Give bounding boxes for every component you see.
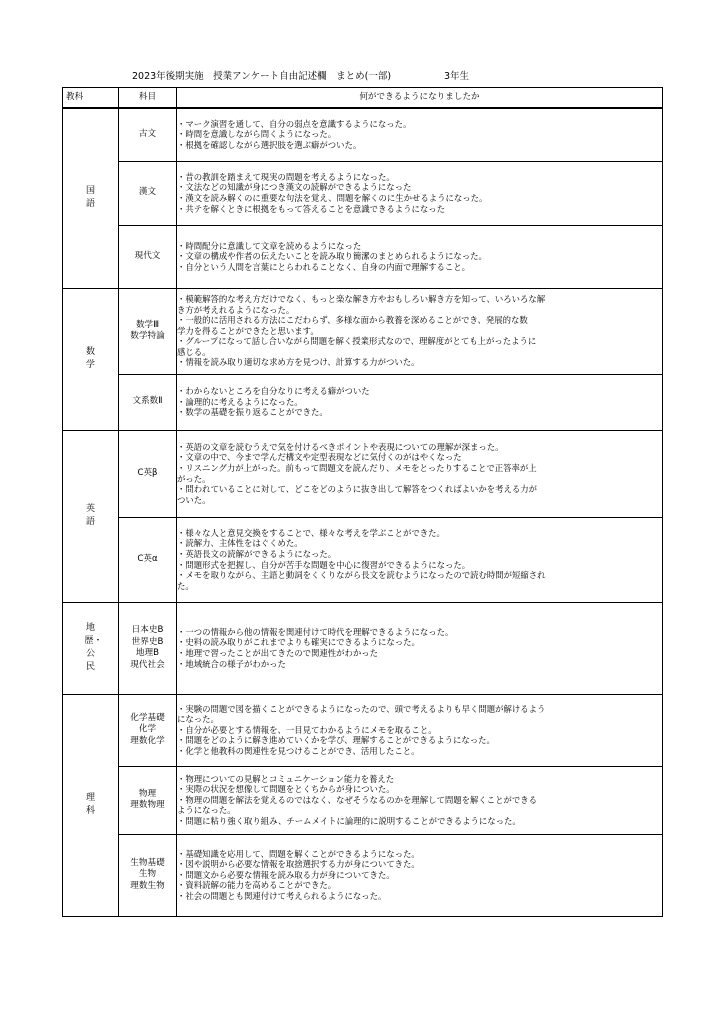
comments-cell: [177, 108, 663, 161]
comment-line: ようになった。: [177, 805, 236, 816]
course-cell: [119, 602, 177, 694]
comment-line: ・時間を意識しながら問くようになった。: [177, 129, 337, 140]
course-cell: [119, 517, 177, 602]
grade-label: 3年生: [444, 71, 470, 82]
comment-line: ・図や説明から必要な情報を取捨選択する力が身についてきた。: [177, 859, 420, 870]
comments-cell: [177, 694, 663, 766]
table-header-row: [63, 88, 663, 109]
comment-line: ・文法などの知識が身につき漢文の読解ができるようになった: [177, 182, 412, 193]
comment-line: ・一つの情報から他の情報を関連付けて時代を理解できるようになった。: [177, 626, 454, 637]
comment-line: ・一般的に活用される方法にこだわらず、多様な面から教養を深めることができ、発展的な数: [177, 315, 528, 326]
comment-line: ・英語長文の読解ができるようになった。: [177, 548, 337, 559]
comment-line: ・情報を読み取り適切な求め方を見つけ、計算する力がついた。: [177, 357, 420, 368]
comment-line: ・物理の問題を解法を覚えるのではなく、なぜそうなるのかを理解して問題を解くことができる: [177, 794, 537, 805]
comment-line: ・問題形式を把握し、自分が苦手な問題を中心に復習ができるようになった。: [177, 559, 471, 570]
comment-line: ・漢文を読み解くのに重要な句法を覚え、問題を解くのに生かせるようになった。: [177, 193, 488, 203]
table-row: [63, 430, 663, 517]
course-name: 物理 理数物理: [130, 788, 165, 810]
comment-line: ・読解力、主体性をはぐくめた。: [177, 538, 303, 549]
comment-line: ・自分という人間を言葉にとらわれることなく、自身の内面で理解すること。: [177, 261, 470, 272]
comment-line: ・時間配分に意識して文章を読めるようになった: [177, 240, 362, 251]
comment-line: き方が考えれるようになった。: [177, 304, 295, 315]
comment-line: ・英語の文章を読むうえで気を付けるべきポイントや表現についての理解が深まった。: [177, 441, 504, 452]
comment-line: た。: [177, 580, 194, 591]
course-cell: [119, 161, 177, 225]
course-name: 化学基礎 化学 理数化学: [130, 712, 165, 746]
course-cell: [119, 225, 177, 288]
table-row: [63, 108, 663, 161]
comment-line: ・文章の構成や作者の伝えたいことを読み取り簡潔のまとめられるようになった。: [177, 251, 487, 262]
subject-area-cell: [63, 694, 119, 916]
table-row: [63, 602, 663, 694]
comment-line: ・基礎知識を応用して、問題を解くことができるようになった。: [177, 848, 420, 859]
subject-area-label: 国語: [85, 186, 95, 210]
document-title: 2023年後期実施 授業アンケート自由記述欄 まとめ(一部): [132, 71, 392, 82]
comment-line: ・実験の問題で図を描くことができるようになったので、頭で考えるよりも早く問題が解けるよう: [177, 703, 546, 714]
comment-line: ・メモを取りながら、主語と動詞をくくりながら長文を読むようになったので読む時間が短縮され: [177, 570, 546, 581]
table-row: [63, 834, 663, 916]
course-cell: [119, 374, 177, 430]
comment-line: ・化学と他教科の関連性を見つけることができ、活用したこと。: [177, 745, 420, 756]
course-name: 現代文: [134, 250, 161, 261]
comment-line: ・わからないところを自分なりに考える癖がついた: [177, 386, 370, 397]
course-name: 漢文: [138, 187, 157, 198]
comment-line: ・資料読解の能力を高めることができた。: [177, 880, 337, 891]
subject-area-label: 理科: [85, 793, 95, 816]
table-row: [63, 374, 663, 430]
course-name: 文系数Ⅱ: [132, 396, 163, 407]
course-cell: [119, 834, 177, 916]
course-name: 生物基礎 生物 理数生物: [130, 857, 165, 891]
comment-line: になった。: [177, 714, 219, 725]
subject-area-label: 英語: [85, 504, 95, 527]
comment-line: ・問題文から必要な情報を読み取る力が身についてきた。: [177, 869, 395, 880]
course-name: 数学Ⅲ 数学特論: [130, 319, 165, 341]
comment-line: ・問題をどのように解き進めていくかを学び、理解することができるようになった。: [177, 735, 495, 746]
comment-line: ・昔の教訓を踏まえて現実の問題を考えるようになった。: [177, 171, 395, 182]
comment-line: ・地域統合の様子がわかった: [177, 658, 286, 669]
table-row: [63, 161, 663, 225]
comment-line: ・共テを解くときに根拠をもって答えることを意識できるようになった: [177, 203, 445, 214]
survey-table: [62, 87, 663, 917]
comment-line: ・自分が必要とする情報を、一目見てわかるようにメモを取ること。: [177, 724, 437, 735]
comment-line: ・社会の問題とも関連付けて考えられるようになった。: [177, 890, 387, 901]
comment-line: ・文章の中で、今まで学んだ構文や定型表現などに気付くのがはやくなった: [177, 452, 462, 463]
comment-line: がった。: [177, 473, 211, 484]
course-cell: [119, 766, 177, 834]
course-name: 古文: [138, 129, 157, 139]
comment-line: ・実際の状況を想像して問題をとくちからが身についた。: [177, 784, 395, 795]
comments-cell: [177, 517, 663, 602]
table-row: [63, 225, 663, 288]
course-name: C英β: [137, 467, 158, 478]
comments-cell: [177, 374, 663, 430]
comment-line: ・模範解答的な考え方だけでなく、もっと楽な解き方やおもしろい解き方を知って、いろいろな解: [177, 293, 546, 304]
subject-area-cell: [63, 108, 119, 288]
comments-cell: [177, 430, 663, 517]
subject-area-header: 教科: [63, 88, 119, 109]
comment-line: ・地理で習ったことが出てきたので関連性がわかった: [177, 648, 378, 658]
course-header: 科目: [119, 88, 177, 109]
comment-line: ・グループになって話し合いながら問題を解く授業形式なので、理解度がとても上がったように: [177, 336, 537, 347]
comments-header: 何ができるようになりましたか: [177, 88, 663, 109]
comments-cell: [177, 834, 663, 916]
table-row: [63, 766, 663, 834]
table-row: [63, 517, 663, 602]
subject-area-cell: [63, 430, 119, 602]
subject-area-label: 数学: [85, 347, 95, 370]
comment-line: ・物理についての見解とコミュニケーション能力を養えた: [177, 773, 395, 784]
comment-line: ・根拠を確認しながら選択肢を選ぶ癖がついた。: [177, 140, 362, 151]
comments-cell: [177, 602, 663, 694]
comment-line: ・問題に粘り強く取り組み、チームメイトに論理的に説明することができるようになった。: [177, 815, 521, 826]
comments-cell: [177, 225, 663, 288]
comments-cell: [177, 288, 663, 374]
subject-area-label: 地歴・公民: [84, 623, 103, 672]
comment-line: ・リスニング力が上がった。前もって問題文を読んだり、メモをとったりすることで正答率が上: [177, 462, 537, 473]
comments-cell: [177, 766, 663, 834]
survey-body: [63, 108, 663, 916]
course-name: 日本史B 世界史B 地理B 現代社会: [130, 625, 165, 670]
comment-line: 学力を得ることができたと思います。: [177, 325, 319, 336]
comment-line: ・マーク演習を通して、自分の弱点を意識するようになった。: [177, 118, 412, 129]
comment-line: ついた。: [177, 494, 211, 505]
table-row: [63, 694, 663, 766]
course-cell: [119, 288, 177, 374]
subject-area-cell: [63, 288, 119, 430]
subject-area-cell: [63, 602, 119, 694]
comment-line: ・史料の読み取りがこれまでよりも確実にできるようになった。: [177, 637, 420, 648]
table-row: [63, 288, 663, 374]
page-header: [0, 70, 724, 84]
comments-cell: [177, 161, 663, 225]
course-name: C英α: [137, 553, 158, 564]
comment-line: 感じる。: [177, 346, 211, 357]
comment-line: ・数学の基礎を振り返ることができた。: [177, 407, 328, 418]
course-cell: [119, 430, 177, 517]
comment-line: ・様々な人と意見交換をすることで、様々な考えを学ぶことができた。: [177, 527, 445, 538]
course-cell: [119, 694, 177, 766]
comment-line: ・問われていることに対して、どこをどのように抜き出して解答をつくればよいかを考える力が: [177, 484, 537, 495]
course-cell: [119, 108, 177, 161]
comment-line: ・論理的に考えるようになった。: [177, 396, 303, 407]
